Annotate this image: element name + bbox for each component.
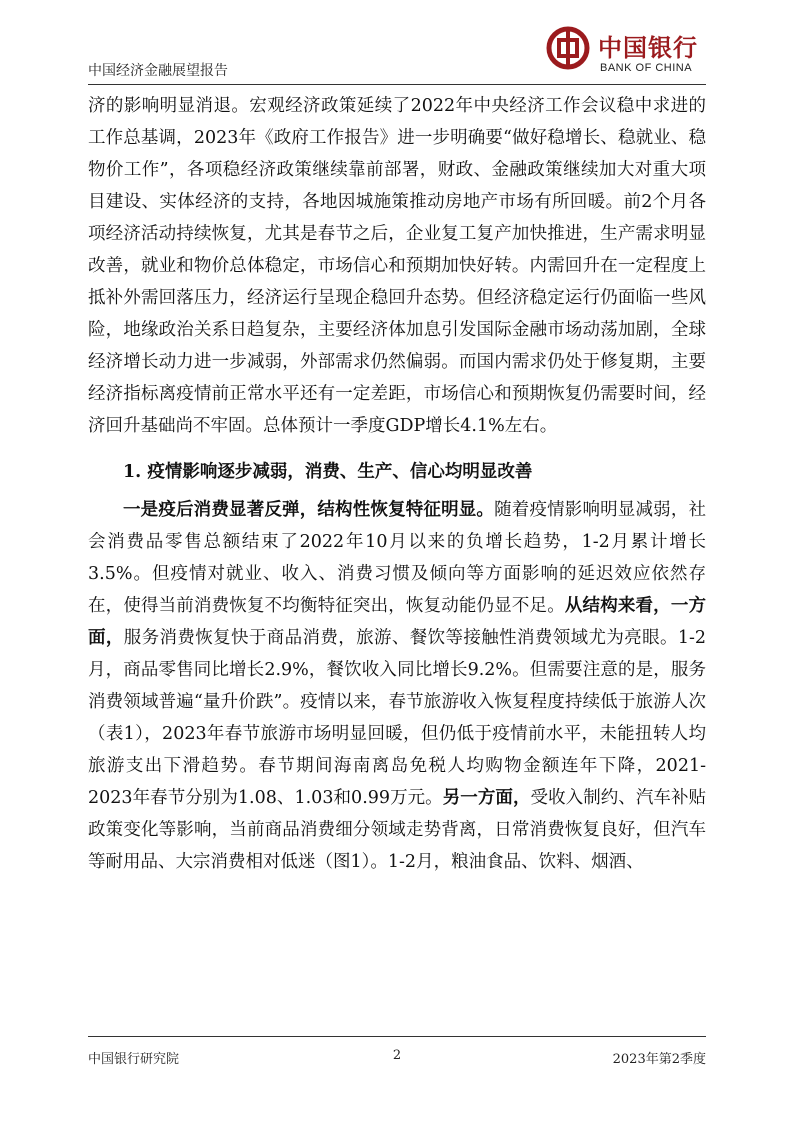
footer-institute: 中国银行研究院 bbox=[88, 1052, 180, 1067]
bank-of-china-logo-icon bbox=[546, 26, 590, 70]
report-title: 中国经济金融展望报告 bbox=[88, 63, 228, 79]
paragraph-consumption bbox=[88, 494, 706, 878]
paragraph-continued: 济的影响明显消退。宏观经济政策延续了2022年中央经济工作会议稳中求进的工作总基调，2023年《政府工作报告》进一步明确要“做好稳增长、稳就业、稳物价工作”，各项稳经济政策继续靠前部署，财政、金融政策继续加大对重大项目建设、实体经济的支持，各地因城施策推动房地产市场有所回暖。前2个月各项经济活动持续恢复，尤其是春节之后，企业复工复产加快推进，生产需求明显改善，就业和物价总体稳定，市场信心和预期加快好转。内需回升在一定程度上抵补外需回落压力，经济运行呈现企稳回升态势。但经济稳定运行仍面临一些风险，地缘政治关系日趋复杂，主要经济体加息引发国际金融市场动荡加剧，全球经济增长动力进一步减弱，外部需求仍然偏弱。而国内需求仍处于修复期，主要经济指标离疫情前正常水平还有一定差距，市场信心和预期恢复仍需要时间，经济回升基础尚不牢固。总体预计一季度GDP增长4.1%左右。 bbox=[88, 96, 706, 436]
footer-divider bbox=[88, 1036, 706, 1037]
bold-structure: 从结构来看，一方面， bbox=[88, 596, 707, 648]
section-heading: 1. 疫情影响逐步减弱，消费、生产、信心均明显改善 bbox=[123, 462, 533, 482]
logo-english-name: BANK OF CHINA bbox=[600, 62, 693, 74]
bold-lead: 一是疫后消费显著反弹，结构性恢复特征明显。 bbox=[123, 500, 495, 520]
text-run: 受收入制约、汽车补贴政策变化等影响，当前商品消费细分领域走势背离，日常消费恢复良好，但汽车等耐用品、大宗消费相对低迷（图1）。1-2月，粮油食品、饮料、烟酒、 bbox=[88, 788, 707, 872]
text-run: 服务消费恢复快于商品消费，旅游、餐饮等接触性消费领域尤为亮眼。1-2月，商品零售同比增长2.9%，餐饮收入同比增长9.2%。但需要注意的是，服务消费领域普遍“量升价跌”。疫情以来，春节旅游收入恢复程度持续低于旅游人次（表1），2023年春节旅游市场明显回暖，但仍低于疫情前水平，未能扭转人均旅游支出下滑趋势。春节期间海南离岛免税人均购物金额连年下降，2021-2023年春节分别为1.08、1.03和0.99万元。 bbox=[88, 628, 706, 808]
main-content bbox=[88, 90, 706, 878]
header-divider bbox=[88, 84, 706, 85]
page-header bbox=[88, 0, 706, 84]
logo-chinese-name: 中国银行 bbox=[598, 33, 698, 62]
bank-logo bbox=[546, 26, 706, 78]
page-number: 2 bbox=[392, 1048, 402, 1063]
text-run: 随着疫情影响明显减弱，社会消费品零售总额结束了2022年10月以来的负增长趋势，1-2月累计增长3.5%。但疫情对就业、收入、消费习惯及倾向等方面影响的延迟效应依然存在，使得当前消费恢复不均衡特征突出，恢复动能仍显不足。 bbox=[88, 500, 706, 616]
bold-other-side: 另一方面， bbox=[442, 788, 531, 808]
footer-quarter: 2023年第2季度 bbox=[612, 1052, 706, 1067]
